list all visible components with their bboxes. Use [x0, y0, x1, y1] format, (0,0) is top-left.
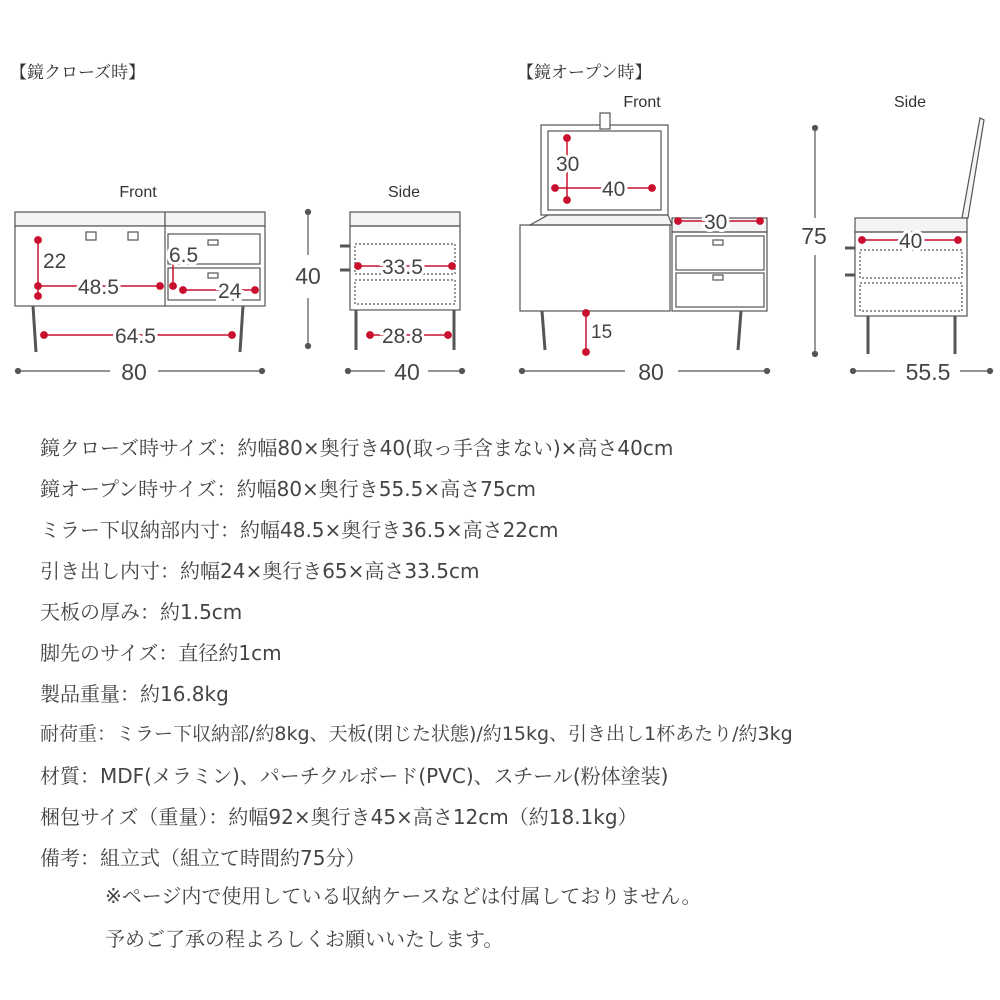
top-board-right [165, 212, 265, 226]
dim-closed-height: 40 [295, 263, 321, 289]
dimension-diagram [0, 0, 1000, 400]
spec-leg-size: 脚先のサイズ：直径約1cm [40, 641, 282, 665]
label-open-side: Side [893, 94, 927, 111]
dim-closed-depth: 40 [394, 359, 420, 385]
open-mirror-side [962, 118, 984, 218]
note-accessories: ※ページ内で使用している収納ケースなどは付属しておりません。 [105, 884, 702, 908]
dim-open-total-height: 75 [801, 223, 827, 249]
note-apology: 予めご了承の程よろしくお願いいたします。 [105, 927, 504, 951]
open-lid-edge [530, 215, 672, 225]
dim-leg-height: 15 [591, 322, 613, 343]
dim-closed-total-width: 80 [121, 359, 147, 385]
heading-mirror-open: 【鏡オープン時】 [517, 63, 652, 83]
open-cabinet-body [520, 225, 670, 311]
dim-drawer-height: 6.5 [169, 244, 199, 267]
dim-side-drawer-depth: 33.5 [382, 256, 423, 279]
spec-weight: 製品重量：約16.8kg [40, 682, 229, 706]
dim-open-total-width: 80 [638, 359, 664, 385]
spec-package: 梱包サイズ（重量）：約幅92×奥行き45×高さ12cm（約18.1kg） [40, 805, 638, 829]
dim-open-drawer-width: 30 [704, 211, 728, 234]
dim-side-leg-span: 28.8 [382, 325, 423, 348]
open-side-drawer [860, 250, 962, 278]
dim-storage-height: 22 [43, 250, 67, 273]
top-board-left [15, 212, 165, 226]
dim-open-depth: 55.5 [905, 359, 951, 385]
open-side-drawer [860, 283, 962, 311]
spec-closed-size: 鏡クローズ時サイズ：約幅80×奥行き40(取っ手含まない)×高さ40cm [40, 436, 674, 460]
dim-mirror-height: 30 [556, 153, 580, 176]
dim-storage-width: 48.5 [78, 276, 119, 299]
drawer-handle [713, 275, 723, 280]
label-open-front: Front [623, 94, 661, 111]
open-drawer-bottom [676, 273, 764, 307]
side-drawer [355, 280, 455, 304]
label-closed-front: Front [119, 184, 157, 201]
dim-mirror-width: 40 [602, 178, 626, 201]
heading-mirror-closed: 【鏡クローズ時】 [10, 63, 146, 83]
open-front-view [520, 113, 767, 350]
spec-storage-inner: ミラー下収納部内寸：約幅48.5×奥行き36.5×高さ22cm [40, 518, 559, 542]
dim-drawer-width: 24 [218, 280, 242, 303]
spec-notes: 備考：組立式（組立て時間約75分） [40, 846, 366, 870]
mirror-tab [600, 113, 610, 129]
spec-top-thickness: 天板の厚み：約1.5cm [40, 600, 243, 624]
spec-open-size: 鏡オープン時サイズ：約幅80×奥行き55.5×高さ75cm [40, 477, 537, 501]
open-drawer-unit [672, 232, 767, 311]
side-top-board [350, 212, 460, 226]
dim-open-side-width: 40 [899, 230, 923, 253]
spec-material: 材質：MDF(メラミン)、パーチクルボード(PVC)、スチール(粉体塗装) [40, 764, 669, 788]
spec-load-capacity: 耐荷重：ミラー下収納部/約8kg、天板(閉じた状態)/約15kg、引き出し1杯あたり/約3kg [40, 723, 793, 745]
label-closed-side: Side [387, 184, 421, 201]
dim-leg-span: 64.5 [115, 325, 156, 348]
drawer-handle [713, 240, 723, 245]
open-drawer-top [676, 236, 764, 270]
spec-drawer-inner: 引き出し内寸：約幅24×奥行き65×高さ33.5cm [40, 559, 480, 583]
